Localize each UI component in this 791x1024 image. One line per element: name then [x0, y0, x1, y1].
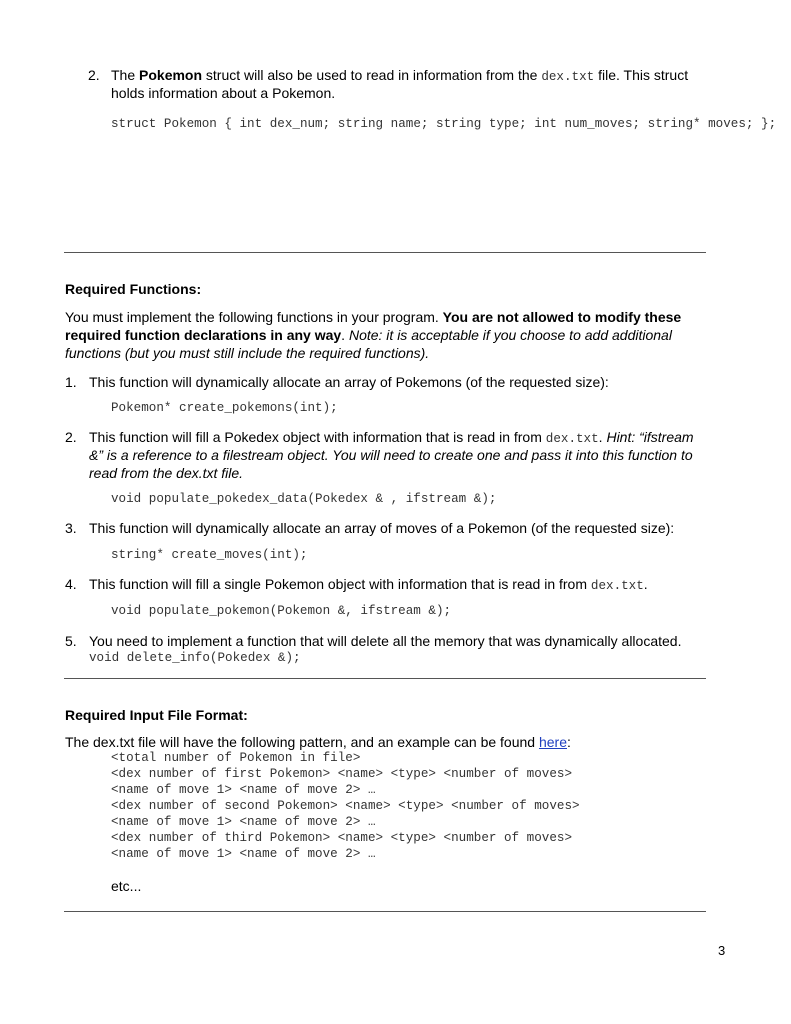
section-divider [64, 678, 706, 679]
hint-line: read from the dex.txt file. [89, 465, 244, 481]
function-description: You need to implement a function that will delete all the memory that was dynamically allocated. [89, 633, 682, 649]
section-divider [64, 252, 706, 253]
format-line: <total number of Pokemon in file> [111, 751, 361, 765]
function-description: This function will dynamically allocate an array of Pokemons (of the requested size): [89, 374, 609, 390]
paragraph-line: holds information about a Pokemon. [111, 85, 336, 101]
filename: dex.txt [590, 579, 644, 593]
list-number: 4. [65, 576, 77, 592]
function-description: This function will dynamically allocate an array of moves of a Pokemon (of the requested size): [89, 520, 675, 536]
intro-paragraph-line: required function declarations in any way. Note: it is acceptable if you choose to add additional [65, 327, 672, 343]
code-line: string* moves; [647, 117, 754, 131]
code-line: int num_moves; [534, 117, 641, 131]
format-line: <name of move 1> <name of move 2> … [111, 847, 376, 861]
etc-text: etc... [111, 878, 142, 894]
code-line: struct Pokemon { [111, 117, 232, 131]
bold-term: Pokemon [139, 67, 203, 83]
section-divider [64, 911, 706, 912]
here-link[interactable]: here [538, 734, 567, 750]
struct-code-block [111, 116, 776, 132]
section-heading: Required Functions: [65, 281, 202, 297]
page-number: 3 [718, 943, 726, 958]
function-declaration: void populate_pokemon(Pokemon &, ifstream &); [111, 604, 452, 618]
code-line: int dex_num; [239, 117, 331, 131]
hint-line: &” is a reference to a filestream object. You will need to create one and pass it into this function to [89, 447, 693, 463]
function-declaration: void populate_pokedex_data(Pokedex & , ifstream &); [111, 492, 497, 506]
function-declaration: Pokemon* create_pokemons(int); [111, 401, 338, 415]
function-declaration: string* create_moves(int); [111, 548, 308, 562]
function-description: This function will fill a Pokedex object with information that is read in from dex.txt. Hint: “ifstream [89, 429, 694, 446]
function-description: This function will fill a single Pokemon object with information that is read in from dex.txt. [89, 576, 648, 593]
filename: dex.txt [545, 432, 599, 446]
input-format-intro: The dex.txt file will have the following pattern, and an example can be found here: [65, 734, 571, 750]
filename: dex.txt [541, 70, 595, 84]
intro-paragraph-line: functions (but you must still include the required functions). [65, 345, 430, 361]
code-line: }; [761, 117, 777, 131]
list-number: 2. [65, 429, 77, 445]
intro-paragraph: You must implement the following functions in your program. You are not allowed to modify these [65, 309, 682, 325]
section-heading: Required Input File Format: [65, 707, 248, 723]
function-declaration: void delete_info(Pokedex &); [89, 651, 301, 665]
list-number: 5. [65, 633, 77, 649]
list-number: 1. [65, 374, 77, 390]
list-number: 2. [88, 67, 100, 83]
format-line: <dex number of first Pokemon> <name> <type> <number of moves> [111, 767, 573, 781]
list-number: 3. [65, 520, 77, 536]
code-line: string name; [337, 117, 429, 131]
code-line: string type; [436, 117, 527, 131]
format-line: <name of move 1> <name of move 2> … [111, 815, 376, 829]
paragraph-pokemon-struct: The Pokemon struct will also be used to read in information from the dex.txt file. This struct [111, 67, 689, 84]
format-line: <dex number of third Pokemon> <name> <type> <number of moves> [111, 831, 573, 845]
format-line: <name of move 1> <name of move 2> … [111, 783, 376, 797]
format-line: <dex number of second Pokemon> <name> <type> <number of moves> [111, 799, 580, 813]
